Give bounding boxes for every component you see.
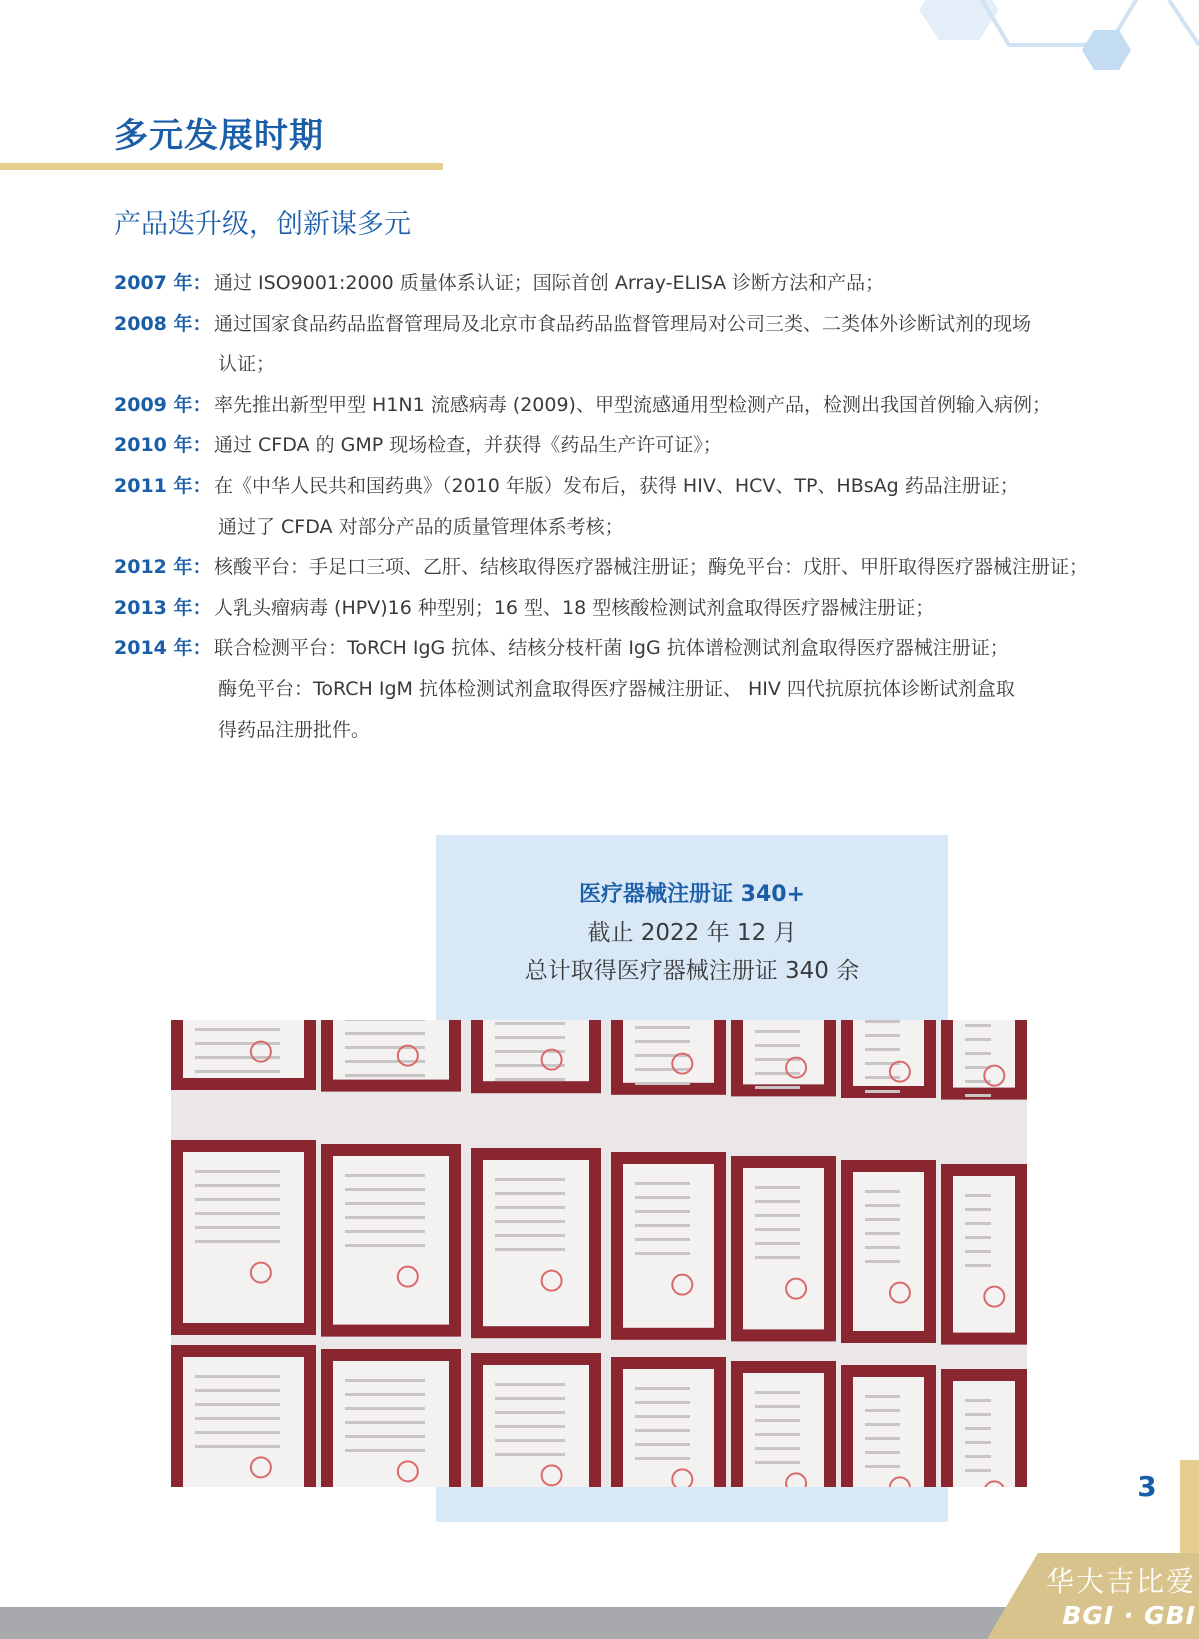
timeline-text: 酶免平台：ToRCH IgM 抗体检测试剂盒取得医疗器械注册证、 HIV 四代抗原抗体诊断试剂盒取: [218, 677, 1015, 700]
timeline-text: 通过国家食品药品监督管理局及北京市食品药品监督管理局对公司三类、二类体外诊断试剂的现场: [214, 312, 1032, 335]
timeline-entry: [114, 547, 1114, 588]
timeline-text: 得药品注册批件。: [218, 718, 371, 741]
timeline-year: 2010 年：: [114, 434, 212, 457]
timeline-year: 2007 年：: [114, 272, 212, 294]
info-box-title: 医疗器械注册证 340+: [578, 882, 806, 907]
timeline-entry: [114, 466, 1114, 547]
timeline-text: 认证；: [218, 353, 276, 376]
timeline-year: 2012 年：: [114, 556, 212, 579]
timeline-entry: [114, 588, 1114, 629]
timeline-year: 2009 年：: [114, 393, 212, 416]
timeline-year: 2013 年：: [114, 596, 212, 619]
hexagon-decoration: [869, 0, 1199, 80]
timeline-year: 2014 年：: [114, 637, 212, 660]
timeline-year: 2011 年：: [114, 474, 212, 497]
page-number: 3: [1137, 1470, 1157, 1503]
timeline-text: 人乳头瘤病毒 (HPV)16 种型别；16 型、18 型核酸检测试剂盒取得医疗器械注册证；: [214, 596, 935, 619]
info-box-line-2: 总计取得医疗器械注册证 340 余: [524, 958, 860, 984]
page-tab: [1180, 1460, 1199, 1553]
section-title: 多元发展时期: [114, 116, 324, 156]
brand-logo-en: BGI · GBI: [1062, 1601, 1196, 1630]
timeline-entry: [114, 628, 1114, 750]
timeline-text: 率先推出新型甲型 H1N1 流感病毒 (2009)、甲型流感通用型检测产品，检测出我国首例输入病例；: [214, 393, 1051, 416]
brand-logo-cn: 华大吉比爱: [1045, 1565, 1196, 1598]
title-underline: [0, 163, 443, 170]
timeline-text: 通过 CFDA 的 GMP 现场检查，并获得《药品生产许可证》；: [214, 434, 722, 457]
timeline-entry: [114, 304, 1114, 385]
info-box-line-1: 截止 2022 年 12 月: [587, 920, 797, 946]
timeline-text: 在《中华人民共和国药典》（2010 年版）发布后，获得 HIV、HCV、TP、HBsAg 药品注册证；: [214, 474, 1019, 497]
timeline-entry: [114, 263, 1114, 304]
timeline-text: 核酸平台：手足口三项、乙肝、结核取得医疗器械注册证；酶免平台：戊肝、甲肝取得医疗器械注册证；: [214, 556, 1089, 579]
section-subtitle: 产品迭升级，创新谋多元: [114, 209, 411, 240]
timeline-entry: [114, 385, 1114, 426]
timeline-list: [114, 263, 1114, 750]
timeline-text: 通过了 CFDA 对部分产品的质量管理体系考核；: [218, 515, 624, 538]
certificate-wall-photo: [171, 1020, 1027, 1487]
timeline-year: 2008 年：: [114, 312, 212, 335]
timeline-text: 通过 ISO9001:2000 质量体系认证；国际首创 Array-ELISA 诊断方法和产品；: [214, 272, 885, 294]
timeline-text: 联合检测平台：ToRCH IgG 抗体、结核分枝杆菌 IgG 抗体谱检测试剂盒取得医疗器械注册证；: [214, 637, 1009, 660]
timeline-entry: [114, 425, 1114, 466]
